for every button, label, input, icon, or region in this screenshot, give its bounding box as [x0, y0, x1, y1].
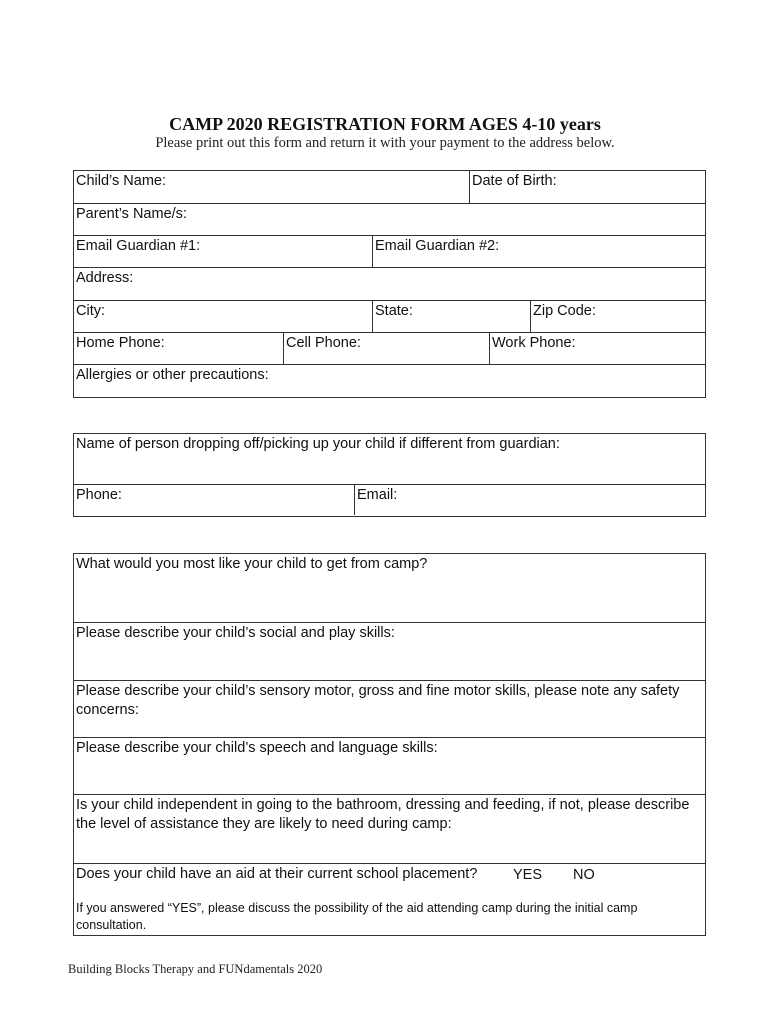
- aid-field: [74, 864, 705, 934]
- speech-language-field[interactable]: Please describe your child’s speech and language skills:: [76, 740, 438, 756]
- independence-field[interactable]: Is your child independent in going to the bathroom, dressing and feeding, if not, please describe the level of assistance they are likely to need during camp:: [76, 797, 690, 832]
- address-field[interactable]: Address:: [76, 270, 134, 286]
- work-phone-field[interactable]: Work Phone:: [489, 333, 705, 364]
- sensory-row: [74, 681, 705, 738]
- email-row: [74, 236, 705, 268]
- social-row: [74, 623, 705, 681]
- phone-row: [74, 333, 705, 365]
- parents-name-row: [74, 204, 705, 236]
- independence-row: [74, 795, 705, 864]
- pickup-contact-row: [74, 485, 705, 515]
- aid-question-label: Does your child have an aid at their current school placement?: [76, 866, 478, 882]
- childs-name-field[interactable]: Child’s Name:: [76, 173, 166, 189]
- home-phone-field[interactable]: Home Phone:: [76, 335, 165, 351]
- city-row: [74, 301, 705, 333]
- sensory-motor-field[interactable]: Please describe your child’s sensory motor, gross and fine motor skills, please note any safety concerns:: [76, 683, 680, 718]
- goals-row: [74, 554, 705, 623]
- child-info-section: [73, 170, 706, 398]
- pickup-person-row: [74, 434, 705, 485]
- aid-row: [74, 864, 705, 934]
- aid-no-option[interactable]: NO: [573, 867, 595, 883]
- form-title: CAMP 2020 REGISTRATION FORM AGES 4-10 years: [169, 114, 601, 134]
- email-guardian-2-field[interactable]: Email Guardian #2:: [372, 236, 705, 267]
- aid-note: If you answered “YES”, please discuss the possibility of the aid attending camp during the initial camp consultation.: [76, 901, 638, 932]
- parents-name-field[interactable]: Parent’s Name/s:: [76, 206, 187, 222]
- camp-goals-field[interactable]: What would you most like your child to get from camp?: [76, 556, 428, 572]
- address-row: [74, 268, 705, 301]
- city-field[interactable]: City:: [76, 303, 105, 319]
- email-guardian-1-field[interactable]: Email Guardian #1:: [76, 238, 201, 254]
- child-name-row: [74, 171, 705, 204]
- allergies-field[interactable]: Allergies or other precautions:: [76, 367, 269, 383]
- state-field[interactable]: State:: [372, 301, 530, 332]
- form-subtitle: Please print out this form and return it with your payment to the address below.: [155, 135, 615, 151]
- questions-section: [73, 553, 706, 936]
- cell-phone-field[interactable]: Cell Phone:: [283, 333, 489, 364]
- social-skills-field[interactable]: Please describe your child’s social and play skills:: [76, 625, 395, 641]
- date-of-birth-field[interactable]: Date of Birth:: [469, 171, 705, 203]
- pickup-person-field[interactable]: Name of person dropping off/picking up your child if different from guardian:: [76, 436, 560, 452]
- pickup-section: [73, 433, 706, 517]
- pickup-phone-field[interactable]: Phone:: [76, 487, 122, 503]
- allergies-row: [74, 365, 705, 396]
- footer-text: Building Blocks Therapy and FUNdamentals 2020: [68, 962, 323, 976]
- pickup-email-field[interactable]: Email:: [354, 485, 705, 515]
- zip-code-field[interactable]: Zip Code:: [530, 301, 705, 332]
- speech-row: [74, 738, 705, 795]
- aid-yes-option[interactable]: YES: [513, 867, 543, 883]
